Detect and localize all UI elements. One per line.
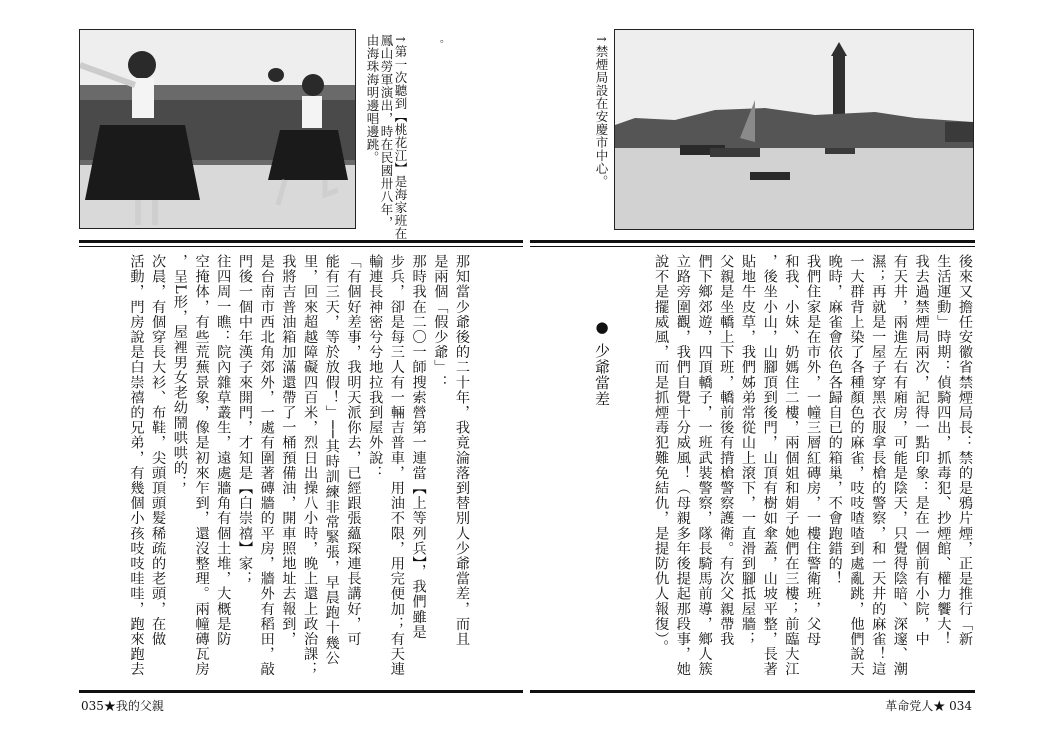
body-line: 一大群背上染了各種顏色的麻雀，吱吱喳喳到處亂跳，他們說天 [848, 254, 865, 677]
right-page-body [615, 254, 975, 684]
body-line: 我去過禁煙局兩次，記得一點印象：是在一個前有小院，中 [913, 254, 930, 647]
body-line: 立路旁圍觀，我們自覺十分威風！（母親多年後提起那段事，她 [674, 254, 691, 677]
harbor-photo-caption [594, 34, 608, 244]
body-line: 生活運動」時期：偵騎四出，抓毒犯、抄煙館、權力饗大！ [935, 254, 952, 647]
body-line: 後來又擔任安徽省禁煙局長：禁的是鴉片煙，正是推行「新 [957, 254, 973, 647]
dance-photo-caption [365, 34, 407, 244]
header-rule-right-thin [530, 246, 975, 247]
caption-line: 鳳山勞軍演出，時在民國卅八年， [379, 34, 394, 229]
body-line: 我將吉普油箱加滿還帶了一桶預備油，開車照地址去報到， [280, 254, 297, 647]
body-line: 有天井，兩進左右有廂房，可能是陰天，只覺得陰暗、深邃、潮 [891, 254, 908, 677]
body-line: 那時我在二〇一師搜索營第一連當【上等列兵】，我們雖是 [410, 254, 427, 640]
footer-rule-left [79, 690, 523, 693]
header-rule-right [530, 240, 975, 243]
body-line: 濕；再就是一屋子穿黑衣服拿長槍的警察，和一天井的麻雀！這 [870, 254, 887, 677]
body-line: 父親是坐轎上下班，轎前後有揹槍警察護衛。有次父親帶我 [718, 254, 735, 647]
page-number-left: 035★我的父親 [81, 699, 164, 713]
body-line: 是兩個「假少爺」： [432, 254, 449, 390]
body-line: 貼地牛皮草，我們姊弟常從山上滾下，一直滑到腳抵屋牆； [739, 254, 756, 647]
body-line: 空掩体，有些荒蕪景象，像是初來乍到，還沒整理。兩幢磚瓦房 [193, 254, 210, 677]
body-line: 「有個好差事，我明天派你去，已經跟張蘊琛連長講好，可 [345, 254, 362, 647]
body-line: 輸連長神密兮兮地拉我到屋外說： [367, 254, 384, 481]
body-line: ，呈L形，屋裡男女老幼鬧哄哄的； [171, 254, 188, 491]
body-line: ，後坐小山，山腳頂到後門，山頂有樹如傘蓋，山坡平整，長著 [761, 254, 778, 677]
page-number-right: 革命党人★ 034 [885, 699, 972, 713]
body-line: 往四周一瞧：院內雜草叢生，遠處牆角有個土堆，大概是防 [215, 254, 232, 647]
body-line: 是台南市西北角郊外，一處有圍著磚牆的平房，牆外有稻田，敲 [258, 254, 275, 677]
section-heading: ● 少爺當差 [593, 318, 611, 407]
body-line: 那知當少爺後的二十年，我竟淪落到替別人少爺當差，而且 [454, 254, 470, 647]
dance-photo [79, 29, 356, 229]
harbor-photo [614, 29, 974, 230]
caption-line: ↑禁煙局設在安慶市中心。 [594, 34, 609, 188]
header-rule-left [79, 240, 523, 243]
dance-photo-image [80, 30, 355, 228]
harbor-photo-image [615, 30, 973, 229]
footer-rule-right [530, 690, 975, 693]
header-rule-left-thin [79, 246, 523, 247]
caption-dot: 。 [440, 34, 450, 45]
body-line: 我們住家是在市外，一幢三層紅磚房，一樓住警衛班，父母 [805, 254, 822, 647]
body-line: 能有三天，等於放假！」──其時訓練非常緊張，早晨跑十幾公 [323, 254, 340, 666]
body-line: 門後一個中年漢子來開門，才知是【白崇禧】家； [236, 254, 253, 587]
caption-line: ↑第一次聽到【桃花江】是海家班在 [393, 34, 408, 240]
body-line: 步兵，卻是每三人有一輛吉普車，用油不限，用完便加；有天連 [388, 254, 405, 677]
caption-line: 由海珠海明邊唱邊跳。 [365, 34, 380, 164]
body-line: 次晨，有個穿長大衫、布鞋，尖頭頂頭髮稀疏的老頭，在做 [150, 254, 167, 647]
left-page-body [92, 254, 472, 684]
body-line: 說不是擺威風，而是抓煙毒犯難免結仇，是提防仇人報復）。 [653, 254, 670, 655]
body-line: 們下鄉郊遊，四頂轎子，一班武裝警察，隊長騎馬前導，鄉人簇 [696, 254, 713, 677]
body-line: 活動，門房說是白崇禧的兄弟，有幾個小孩吱吱哇哇，跑來跑去 [128, 254, 145, 677]
body-line: 里，回來超越障礙四百米，烈日出操八小時，晚上還上政治課； [302, 254, 319, 677]
body-line: 晚時，麻雀會依色各歸自已的箱巢，不會跑錯的！ [826, 254, 843, 587]
body-line: 和我、小妹、奶媽住二樓，兩個姐和娟子她們在三樓；前臨大江 [783, 254, 800, 677]
